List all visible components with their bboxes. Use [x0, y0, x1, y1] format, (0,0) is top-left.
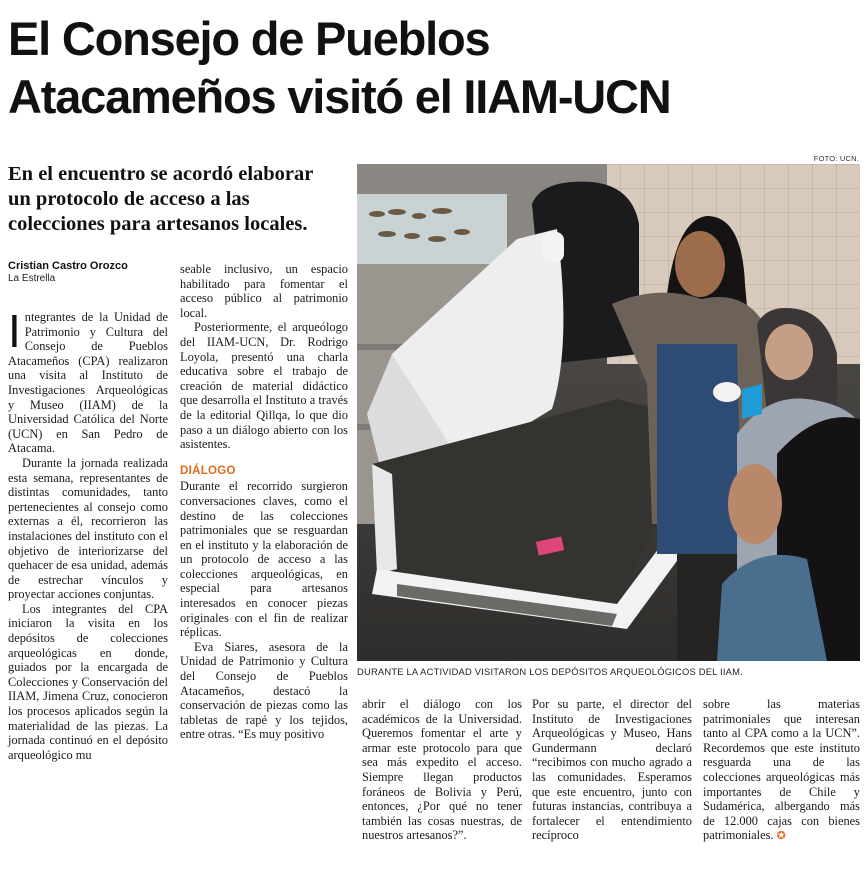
- deck-line-3: colecciones para artesanos locales.: [8, 213, 308, 235]
- photo-credit: FOTO: UCN.: [813, 154, 859, 163]
- body-column-5: [703, 697, 860, 844]
- end-mark-icon: ✪: [776, 830, 786, 843]
- body-paragraph-5: Durante el recorrido surgieron conversaciones claves, como el destino de las colecciones patrimoniales que se resguardan en el instituto y la elaboración de un protocolo de acceso a las colecciones arqueológicas, en especial para artesanos interesados en conocer piezas originales con el fin de realizar réplicas.: [180, 479, 348, 640]
- body-paragraph-4: Posteriormente, el arqueólogo del IIAM-UCN, Dr. Rodrigo Loyola, presentó una charla educativa sobre el trabajo de creación de material didáctico que desarrolla el Instituto a través de la editorial Qillqa, lo que dio paso a un diálogo abierto con los asistentes.: [180, 320, 348, 452]
- headline-line-2: Atacameños visitó el IIAM-UCN: [8, 70, 671, 123]
- body-paragraph-3: Los integrantes del CPA iniciaron la visita en los depósitos de colecciones arqueológicas en donde, guiados por la encargada de Colecciones y Conservación del IIAM, Jimena Cruz, conocieron los procesos aplicados según la materialidad de las piezas. La jornada continuó en el depósito arqueológico mu: [8, 601, 168, 762]
- body-paragraph-3-continued: seable inclusivo, un espacio habilitado para fomentar el acceso público al patrimonio local.: [180, 262, 348, 320]
- body-column-3: [362, 697, 522, 843]
- dropcap: I: [8, 305, 21, 357]
- photo-caption: DURANTE LA ACTIVIDAD VISITARON LOS DEPÓSITOS ARQUEOLÓGICOS DEL IIAM.: [357, 666, 743, 677]
- body-paragraph-7-continued: [703, 697, 860, 844]
- body-paragraph-7: Por su parte, el director del Instituto de Investigaciones Arqueológicas y Museo, Hans Gundermann declaró “recibimos con mucho agrado a las comunidades. Esperamos que este encuentro, junto con futuras instancias, contribuya a fortalecer el entendimiento recíproco: [532, 697, 692, 843]
- section-subhead: DIÁLOGO: [180, 464, 236, 477]
- headline-line-1: El Consejo de Pueblos: [8, 12, 490, 65]
- body-column-1: [8, 305, 168, 762]
- body-column-4: [532, 697, 692, 843]
- headline: [8, 10, 858, 126]
- byline-author: Cristian Castro Orozco: [8, 260, 128, 272]
- body-paragraph-2: Durante la jornada realizada esta semana, representantes de distintas comunidades, tanto pertenecientes al consejo como externas a él, recorrieron las instalaciones del instituto con el objetivo de interiorizarse del quehacer de esa unidad, además de estrechar vínculos y proyectar acciones conjuntas.: [8, 455, 168, 602]
- deck-line-2: un protocolo de acceso a las: [8, 188, 250, 210]
- body-paragraph-6: Eva Siares, asesora de la Unidad de Patrimonio y Cultura del Consejo de Pueblos Atacameños, destacó la conservación de piezas como las tabletas de rapé y los tejidos, entre otras. “Es muy positivo: [180, 639, 348, 742]
- deck-subtitle: [8, 162, 348, 237]
- article-photo: [357, 164, 860, 661]
- body-column-2: [180, 262, 348, 742]
- body-paragraph-1: [8, 305, 168, 456]
- byline-outlet: La Estrella: [8, 273, 56, 284]
- deck-line-1: En el encuentro se acordó elaborar: [8, 163, 314, 185]
- body-paragraph-7-continued-text: sobre las materias patrimoniales que interesan tanto al CPA como a la UCN”. Recordemos que este instituto resguarda una de las colecciones arqueológicas más importantes de Chile y Sudamérica, albergando más de 12.000 cajas con bienes patrimoniales.: [703, 697, 860, 843]
- body-paragraph-6-continued: abrir el diálogo con los académicos de la Universidad. Queremos fomentar el arte y armar este protocolo para que sea más expedito el acceso. Siempre llegan productos foráneos de Bolivia y Perú, entonces, ¿Por qué no tener también las cosas nuestras, de nuestros artesanos?”.: [362, 697, 522, 843]
- body-paragraph-1-text: ntegrantes de la Unidad de Patrimonio y Cultura del Consejo de Pueblos Atacameños (CPA) realizaron una visita al Instituto de Investigaciones Arqueológicas y Museo (IIAM) de la Universidad Católica del Norte (UCN) en San Pedro de Atacama.: [8, 310, 168, 456]
